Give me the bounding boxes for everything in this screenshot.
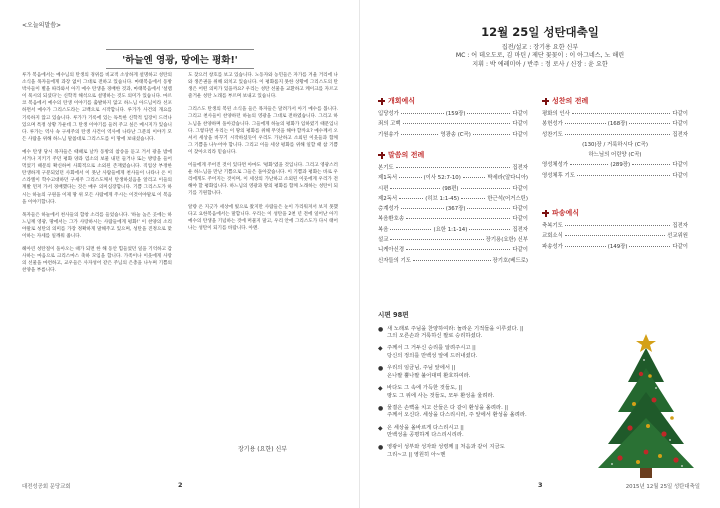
verse-line: 우리의 임금님, 주님 앞에서 ||: [387, 365, 456, 372]
order-row: [378, 119, 528, 129]
order-leader: 다같이: [512, 111, 529, 117]
order-item-name: 본기도: [378, 165, 394, 171]
cross-icon: [542, 210, 549, 217]
sermon-author: 장기용 (요한) 신부: [238, 446, 288, 453]
order-leader: 집전자: [672, 223, 688, 229]
dot-leader: [390, 188, 440, 189]
sermon-paragraph: 예수 탄생 당시 목자들은 때때로 날카 동방의 참송을 듣고 거서 광을 밤에 서거나 지키기 주던 평화 양과 염소의 보물 내던 들거나 또는 방랑을 들어 먹었기 때문의 확신하여 사회적으로 소외된 존재였습니다. 직업상 부정한 탄생하게 구분되었던 사회에서 이 못난 사람들에게 천사들이 나타나 온 이스라엘이 학수고대하던 구세주 그리스도께서 탄생하셨음을 알리고 이들의 계발 먼저 가서 경배했다는 것은 매우 의미심장합니다. 기쁨 그리스도가 하시는 하늘의 구원을 이제 땅 위 모든 사람에게 주시는 이것이야말로 이 복음을 이야기합니다.: [22, 149, 172, 205]
order-row: [542, 130, 688, 140]
order-row: [542, 119, 688, 129]
sermon-title: '하늘엔 영광, 땅에는 평화!': [106, 49, 254, 69]
verse-bullet: ◆: [378, 424, 383, 432]
cross-icon: [378, 98, 385, 105]
order-item-name: 봉헌성가: [542, 121, 563, 128]
order-detail: (159장): [445, 111, 466, 117]
section-tag: <오늘의말씀>: [22, 22, 62, 29]
order-item-name: 복음: [378, 226, 389, 233]
dot-leader: [401, 113, 444, 114]
staff-line: 집전/설교 : 장기용 요한 신부: [501, 44, 579, 51]
verse-line: 만백성을 공평하게 다스리시리라.: [387, 432, 464, 439]
dot-leader: [406, 249, 510, 250]
order-row: [378, 194, 528, 204]
order-row: [542, 140, 688, 150]
tree-trunk: [640, 468, 652, 478]
verse-line: 주께서 그 거두신 승리를 알려주시고 ||: [387, 345, 476, 352]
staff-line: 지휘 : 박 에레미아 / 반주 : 정 로사 / 신장 : 윤 요한: [472, 60, 608, 68]
sermon-paragraph: 알량 온 지긋가 세상에 빛으로 왔지만 사람들은 눈이 가리워져서 보지 못했다고 요한복음에서는 말합니다. 우리는 이 성탄을 2천 년 전에 일어난 아기 예수의 탄생을 기념하는 것에 머물지 말고, 우리 안에 그리스도가 다시 태어나는 성탄이 되기를 바랍니다. 아멘.: [188, 204, 338, 231]
dot-leader: [570, 164, 608, 165]
verse-line: 주께서 오신다. 세상을 다스리시러, 주 앞에서 환성을 올려라.: [387, 412, 527, 419]
psalm-title: 시편 98편: [378, 311, 409, 319]
sermon-paragraph: 도 찾으러 창호를 보고 있습니다. 노동자와 농민들은 자가를 겨울 거리에 나와 생존권을 위해 외치고 있습니다. 이 평화롭지 못한 상황에 그리스도의 탄생은 어떤 의미가 있을까요? 우리는 성탄 선물을 교환하고 케이크를 자르고 즐거운 성탄 노래를 부르며 보내고 있습니다.: [188, 73, 338, 100]
order-leader: 다같이: [512, 216, 528, 223]
order-row: [378, 225, 528, 235]
service-title: 12월 25일 성탄대축일: [481, 25, 599, 39]
order-item-name: 교회소식: [542, 233, 563, 240]
order-row: [542, 150, 688, 160]
word-section: [378, 150, 528, 266]
order-leader: 다같이: [512, 121, 528, 128]
verse-line: 온 세상을 올바르게 다스리시고 ||: [387, 424, 464, 431]
dot-leader: [401, 208, 444, 209]
gathering-section: [378, 96, 528, 140]
order-detail: 하느님의 어린양 (C곡): [588, 152, 642, 159]
order-item-name: 평화의 인사: [542, 111, 570, 117]
order-item-name: 입당성가: [378, 111, 399, 117]
page-number-left: 2: [178, 481, 183, 489]
order-item-name: 시편: [378, 185, 389, 192]
dot-leader: [473, 134, 511, 135]
dot-leader: [469, 229, 510, 230]
order-row: [542, 221, 688, 231]
order-item-name: 니케아신경: [378, 247, 405, 254]
order-leader: 집전자: [512, 226, 528, 233]
order-row: [542, 231, 688, 241]
verse-line: 그의 오른손과 거룩하신 팔로 승리하셨다.: [387, 333, 483, 340]
order-row: [542, 242, 688, 252]
order-row: [378, 245, 528, 255]
order-detail: 영광송 (C곡): [440, 131, 471, 138]
order-detail: (289장): [610, 162, 631, 169]
dot-leader: [390, 239, 483, 240]
order-item-name: 기원송가: [378, 131, 399, 138]
order-leader: 박세라(알다니아): [487, 175, 529, 182]
sermon-paragraph: 그리스도 탄생의 복된 소식을 들은 목자들은 달려가서 아기 예수를 봅니다. 그리고 천사들이 찬양하던 하늘의 영광을 그대로 전하였습니다. 그리고 하느님을 찬양하며 돌아갔습니다. 그들에게 하늘의 평화가 임하였기 때문입니다. 그렇다면 우리는 이 땅의 평화를 위해 무엇을 해야 할까요? 예수께서 오셔서 세상을 바꾸기 시작하셨듯이 우리도 가난하고 소외된 이웃들과 함께 그 기쁨을 나누어야 합니다. 그리고 이들 세상 평화를 위해 일할 때 참 기쁨이 찾아오리라 믿습니다.: [188, 107, 338, 155]
order-leader: 다같이: [512, 131, 529, 138]
verse-line: 새 노래로 주님을 찬양하여라: 놀라운 기적들을 이루셨다. ||: [387, 325, 524, 332]
order-row: [378, 204, 528, 214]
dot-leader: [565, 225, 671, 226]
order-leader: 다같이: [512, 185, 529, 192]
sermon-paragraph: 이들에게 주어진 것이 있다면 아마도 '평화'였을 것입니다. 그리고 영광스러운 하느님을 만난 기쁨으로 그들은 돌아갔습니다. 이 기쁨과 평화는 바로 우리에게도 주어지는 것이며, 이 세상의 가난하고 소외된 이웃에게 우리가 전해야 할 평화입니다. 하느님의 영광과 땅의 평화를 함께 노래하는 성탄이 되기를 기원합니다.: [188, 163, 338, 197]
section-header: 파송예식: [552, 209, 580, 217]
dot-leader: [467, 208, 510, 209]
order-detail: (이사 52:7-10): [423, 175, 461, 182]
order-item-name: 층계성가: [378, 206, 399, 213]
sermon-paragraph: 목자들은 하늘에서 천사들의 합창 소리를 들었습니다. '하늘 높은 곳에는 하느님께 영광, 땅에서는 그가 사랑하시는 사람들에게 평화!' 이 찬양의 소리야말로 성탄의 의미를 가장 정확하게 말해주고 있으며, 성탄을 진정으로 맞이하는 자세를 일깨워 줍니다.: [22, 212, 172, 239]
verse-line: 당신의 정의를 만백성 앞에 드러내셨다.: [387, 352, 478, 359]
order-leader: 집전자: [672, 131, 688, 138]
verse-bullet: ●: [378, 325, 384, 333]
dot-leader: [463, 177, 486, 178]
dot-leader: [413, 260, 491, 261]
order-row: [378, 163, 528, 173]
christmas-tree-illustration: [586, 330, 706, 480]
page-number-right: 3: [538, 481, 543, 489]
dot-leader: [467, 113, 510, 114]
verse-line: 물결은 손뼉을 치고 산들은 다 같이 환성을 올려라. ||: [387, 404, 509, 411]
verse-line: 그리~고 || 영원히 아~멘: [387, 451, 446, 458]
order-row: [378, 109, 528, 119]
sermon-paragraph: 루가 복음에서는 예수님의 탄생의 경위를 비교적 소상하게 설명하고 성탄의 소식을 목자들에게 과장 없이 그대로 전하고 있습니다. 마태복음에서 동방 박사들이 별을 따라와서 아기 예수 탄생을 경배한 것과, 마태복음에서 '설렘이 묵시의 되셨다'는 신학적 해석으로 설명하는 것도 의미가 있습니다. 마르코 복음에서 예수의 탄생 이야기를 출발하지 않고 하느님 아드님이라 선포하면서 예수가 그리스도라는 고백으로 시작합니다. 루가가 사건의 개요를 기록하지 않고 있습니다. 루가가 기록에 있는 독특한 신학적 입장이 드러나 있으며 특정 상황 가운데 그 탄생 이야기를 들려 주고 싶은 메시지가 있습니다. 루가는 역사 속 구세주의 탄생 사건이 역사에 나타난 그분의 이야기 모든 사람을 위해 하느님 말씀대로 그리스도를 이 땅에 보내셨습니다.: [22, 73, 172, 142]
section-header: 개회예식: [388, 97, 416, 105]
cross-icon: [378, 152, 385, 159]
order-leader: 다같이: [672, 121, 689, 128]
order-item-name: 제1독서: [378, 175, 398, 182]
right-page: [360, 0, 720, 508]
dot-leader: [629, 246, 670, 247]
sermon-paragraph: 헤아린 성탄절이 돌아오는 때가 되면 한 해 동안 힘들었던 일을 기억하고 감사하는 마음으로 크리스마스 축하 모임을 합니다. 가족이나 이웃에게 사랑의 선물을 마련하고, 교우들은 사자성어 같은 주님의 은총을 나누며 기쁨의 찬양을 부릅니다.: [22, 247, 172, 274]
order-row: [542, 160, 688, 170]
right-footer: 2015년 12월 25일 성탄대축일: [625, 484, 700, 490]
order-detail: (367장): [445, 206, 466, 213]
section-header: 말씀의 전례: [388, 151, 425, 159]
order-leader: 다같이: [512, 206, 529, 213]
eucharist-section: [542, 96, 688, 181]
order-leader: 한근석(어거스틴): [487, 195, 528, 202]
order-item-name: 영성체성가: [542, 162, 569, 169]
staff-line: MC : 어 데오도로, 김 마틴 / 제단 꽃꽂이 : 이 아그네스, 노 해린: [455, 52, 625, 60]
sermon-body: [22, 72, 338, 472]
order-row: [378, 235, 528, 245]
verse-bullet: ●: [378, 404, 384, 412]
dot-leader: [403, 123, 511, 124]
dot-leader: [390, 229, 431, 230]
dot-leader: [632, 164, 670, 165]
dot-leader: [406, 218, 510, 219]
cross-icon: [542, 98, 549, 105]
order-detail: (149장): [607, 243, 628, 250]
dismissal-section: [542, 208, 688, 252]
dot-leader: [577, 175, 670, 176]
order-detail: (130)장 / 거룩하시다 (C곡): [582, 141, 648, 148]
dot-leader: [461, 188, 511, 189]
order-item-name: 신자들의 기도: [378, 257, 411, 264]
order-leader: 다같이: [672, 111, 688, 117]
order-leader: 다같이: [512, 247, 528, 254]
order-leader: 다같이: [672, 162, 688, 169]
order-leader: 다같이: [672, 243, 689, 250]
order-detail: (98편): [442, 185, 459, 192]
order-leader: 집전자: [512, 165, 528, 171]
dot-leader: [399, 177, 422, 178]
order-row: [378, 173, 528, 183]
order-detail: (히브 1:1-45): [425, 195, 460, 202]
order-row: [378, 256, 528, 266]
dot-leader: [572, 113, 671, 114]
order-item-name: 파송성가: [542, 243, 563, 250]
verse-line: 영광이 성부와 성자와 성령께 || 처음과 같이 지금도: [387, 444, 505, 451]
dot-leader: [565, 134, 671, 135]
dot-leader: [629, 123, 670, 124]
verse-bullet: ●: [378, 365, 384, 373]
dot-leader: [401, 134, 439, 135]
order-row: [542, 171, 688, 181]
order-detail: (요한 1:1-14): [433, 226, 468, 233]
order-row: [542, 109, 688, 119]
dot-leader: [399, 198, 423, 199]
order-leader: 다같이: [672, 172, 688, 179]
order-detail: (168장): [607, 121, 628, 128]
verse-line: 온나팔 뿔나팔 불어대며 환호하여라.: [387, 372, 471, 379]
order-item-name: 설교: [378, 237, 389, 244]
sermon-column-1: [22, 72, 172, 280]
order-leader: 선교위원: [667, 233, 688, 240]
sermon-column-2: [188, 72, 338, 238]
order-item-name: 성찬기도: [542, 131, 563, 138]
order-item-name: 죄의 고백: [378, 121, 401, 128]
order-row: [378, 214, 528, 224]
order-row: [378, 184, 528, 194]
order-leader: 장기용(요한) 신부: [485, 237, 528, 244]
dot-leader: [565, 246, 606, 247]
section-header: 성찬의 전례: [552, 97, 589, 105]
verse-line: 바다도 그 속에 가득한 것들도, ||: [387, 384, 463, 391]
dot-leader: [565, 123, 606, 124]
dot-leader: [565, 235, 665, 236]
order-item-name: 축복기도: [542, 223, 563, 229]
verse-bullet: ●: [378, 444, 384, 452]
order-item-name: 영성체후 기도: [542, 172, 575, 179]
order-row: [378, 130, 528, 140]
order-item-name: 복음환호송: [378, 216, 405, 223]
order-leader: 장기호(베드로): [492, 257, 528, 264]
order-item-name: 제2독서: [378, 195, 398, 202]
dot-leader: [461, 198, 485, 199]
verse-bullet: ◆: [378, 345, 383, 353]
verse-line: 땅도 그 위에 사는 것들도, 모두 환성을 울려라.: [387, 392, 495, 399]
service-staff: [360, 44, 720, 69]
left-footer: 대전성공회 문당교회: [22, 484, 71, 490]
verse-bullet: ◆: [378, 384, 383, 392]
dot-leader: [396, 167, 511, 168]
